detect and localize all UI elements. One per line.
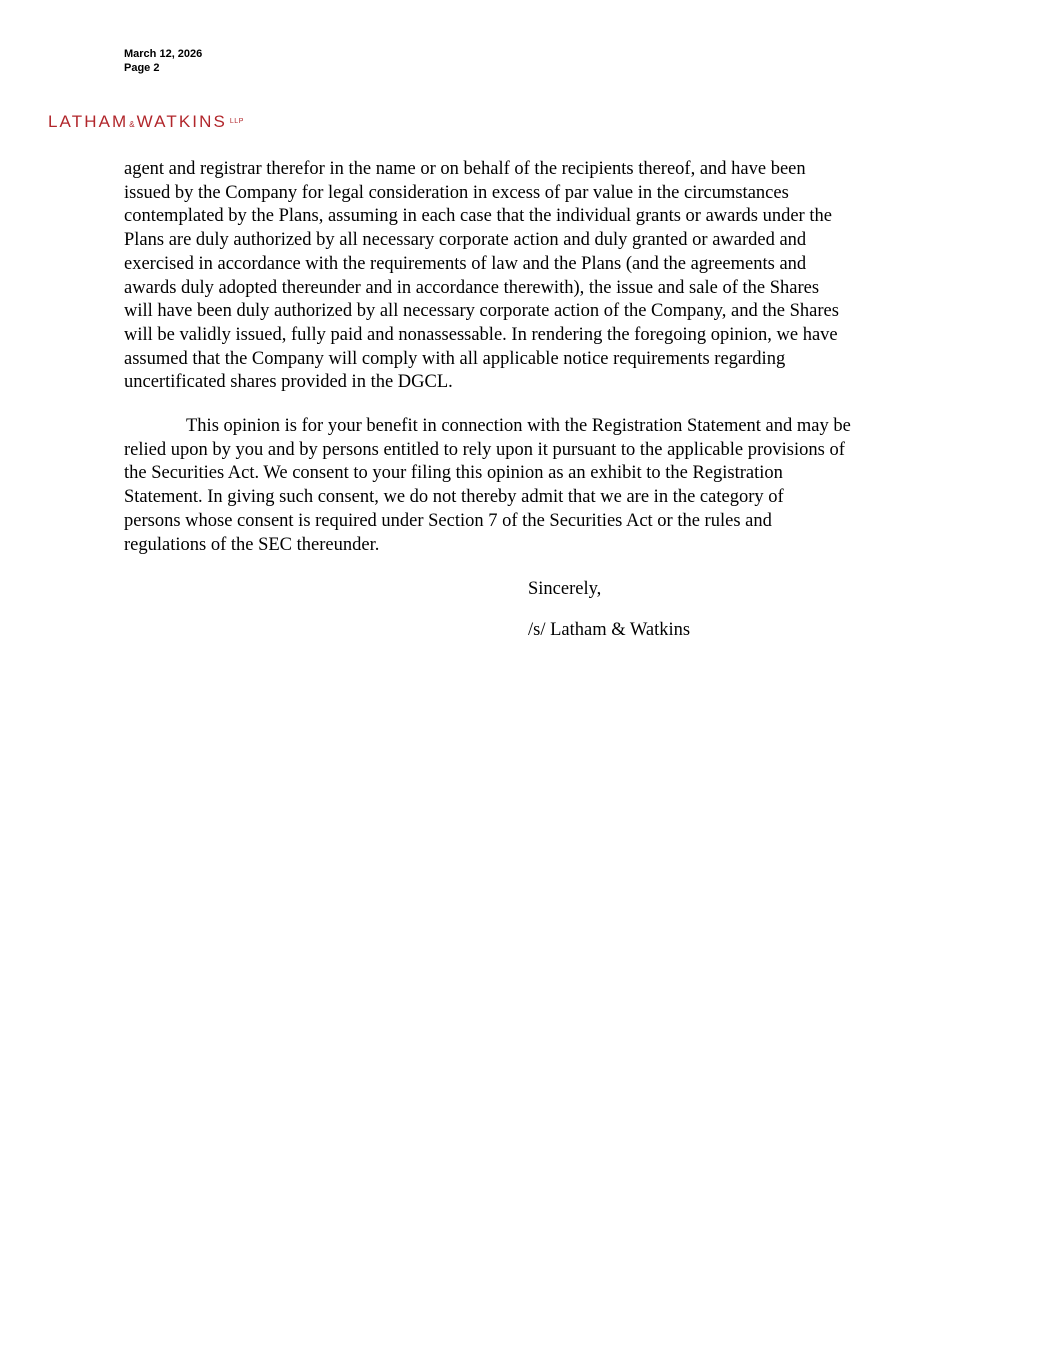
header-date: March 12, 2026 (124, 48, 203, 60)
paragraph-opinion-continuation (124, 158, 936, 395)
closing-signature: /s/ Latham & Watkins (528, 619, 691, 640)
logo-name-right: WATKINS (136, 112, 227, 131)
text-line: relied upon by you and by persons entitled to rely upon it pursuant to the applicable provisions of (124, 439, 845, 460)
closing-salutation: Sincerely, (528, 579, 602, 599)
logo-suffix: LLP (229, 118, 244, 125)
text-line: exercised in accordance with the requirements of law and the Plans (and the agreements and (124, 253, 807, 274)
text-line: agent and registrar therefor in the name or on behalf of the recipients thereof, and have been (124, 159, 806, 179)
text-line: will have been duly authorized by all necessary corporate action of the Company, and the Shares (124, 301, 839, 322)
text-line: uncertificated shares provided in the DGCL. (124, 372, 453, 393)
text-line: the Securities Act. We consent to your filing this opinion as an exhibit to the Registration (124, 463, 783, 484)
letter-body (124, 158, 936, 577)
text-line: Statement. In giving such consent, we do not thereby admit that we are in the category of (124, 487, 784, 508)
text-line: This opinion is for your benefit in connection with the Registration Statement and may be (186, 416, 851, 437)
text-line: Plans are duly authorized by all necessary corporate action and duly granted or awarded and (124, 230, 807, 251)
text-line: contemplated by the Plans, assuming in each case that the individual grants or awards under the (124, 206, 832, 227)
paragraph-consent (124, 415, 936, 557)
page-header (124, 47, 202, 75)
header-page-number: Page 2 (124, 62, 160, 74)
letter-closing (528, 578, 690, 642)
text-line: persons whose consent is required under Section 7 of the Securities Act or the rules and (124, 510, 772, 531)
text-line: regulations of the SEC thereunder. (124, 534, 380, 555)
firm-logo (48, 110, 244, 132)
logo-ampersand: & (129, 120, 135, 129)
text-line: will be validly issued, fully paid and nonassessable. In rendering the foregoing opinion, we have (124, 324, 838, 345)
text-line: assumed that the Company will comply with all applicable notice requirements regarding (124, 348, 786, 369)
text-line: issued by the Company for legal consideration in excess of par value in the circumstances (124, 182, 789, 203)
logo-name-left: LATHAM (48, 112, 129, 131)
text-line: awards duly adopted thereunder and in accordance therewith), the issue and sale of the Shares (124, 277, 820, 298)
